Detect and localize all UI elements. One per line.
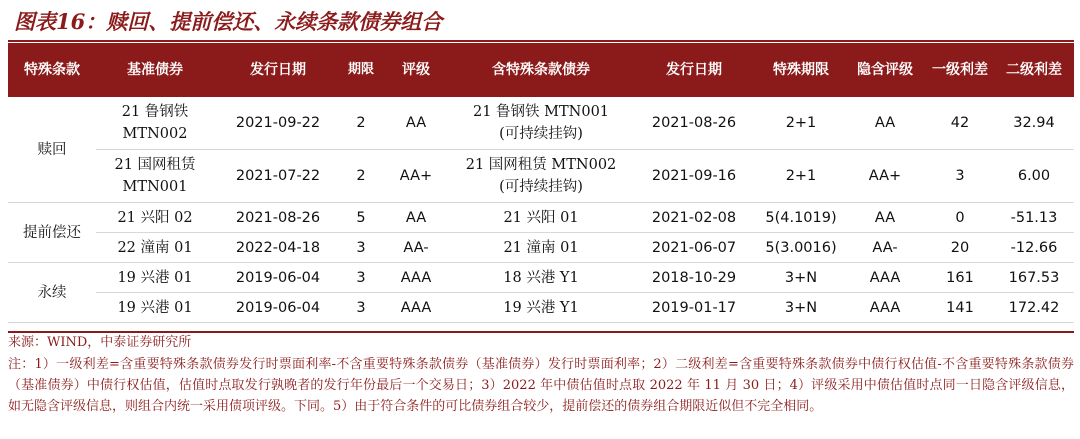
- special-term-cell: 3+N: [758, 293, 844, 323]
- issue-date-2-cell: 2021-09-16: [630, 150, 758, 203]
- secondary-spread-cell: 172.42: [994, 293, 1074, 323]
- secondary-spread-cell: 32.94: [994, 97, 1074, 150]
- base-bond-cell: 19 兴港 01: [96, 293, 214, 323]
- bond-portfolio-table: [8, 43, 1074, 323]
- group-label-prepay: 提前偿还: [8, 203, 96, 263]
- rating-cell: AA-: [380, 233, 452, 263]
- col-header-special-bond: 含特殊条款债券: [452, 43, 630, 97]
- col-header-issue-date-2: 发行日期: [630, 43, 758, 97]
- base-bond-cell: 22 潼南 01: [96, 233, 214, 263]
- secondary-spread-cell: 167.53: [994, 263, 1074, 293]
- source-note: 来源：WIND，中泰证券研究所: [8, 335, 192, 350]
- title-divider: [8, 40, 1074, 42]
- special-term-cell: 5(4.1019): [758, 203, 844, 233]
- rating-cell: AAA: [380, 293, 452, 323]
- base-bond-cell: 21 国网租赁 MTN001: [96, 150, 214, 203]
- special-term-cell: 5(3.0016): [758, 233, 844, 263]
- group-label-redeem: 赎回: [8, 97, 96, 203]
- special-term-cell: 3+N: [758, 263, 844, 293]
- col-header-implied-rating: 隐含评级: [844, 43, 926, 97]
- issue-date-2-cell: 2021-06-07: [630, 233, 758, 263]
- issue-date-cell: 2022-04-18: [214, 233, 342, 263]
- special-bond-cell: 19 兴港 Y1: [452, 293, 630, 323]
- issue-date-cell: 2019-06-04: [214, 293, 342, 323]
- table-row: [8, 150, 1074, 203]
- primary-spread-cell: 161: [926, 263, 994, 293]
- implied-rating-cell: AA+: [844, 150, 926, 203]
- special-term-cell: 2+1: [758, 150, 844, 203]
- primary-spread-cell: 3: [926, 150, 994, 203]
- issue-date-cell: 2021-07-22: [214, 150, 342, 203]
- table-row: [8, 97, 1074, 150]
- col-header-special-clause: 特殊条款: [8, 43, 96, 97]
- col-header-special-term: 特殊期限: [758, 43, 844, 97]
- implied-rating-cell: AAA: [844, 293, 926, 323]
- term-cell: 5: [342, 203, 380, 233]
- figure-title: 图表16：赎回、提前偿还、永续条款债券组合: [14, 9, 443, 34]
- table-header-row: [8, 43, 1074, 97]
- base-bond-cell: 21 鲁钢铁 MTN002: [96, 97, 214, 150]
- term-cell: 3: [342, 233, 380, 263]
- primary-spread-cell: 141: [926, 293, 994, 323]
- special-term-cell: 2+1: [758, 97, 844, 150]
- table-row: [8, 263, 1074, 293]
- special-bond-cell: 21 潼南 01: [452, 233, 630, 263]
- issue-date-cell: 2019-06-04: [214, 263, 342, 293]
- rating-cell: AA: [380, 203, 452, 233]
- special-bond-cell: 21 鲁钢铁 MTN001 (可持续挂钩): [452, 97, 630, 150]
- issue-date-2-cell: 2019-01-17: [630, 293, 758, 323]
- special-bond-cell: 18 兴港 Y1: [452, 263, 630, 293]
- secondary-spread-cell: -51.13: [994, 203, 1074, 233]
- col-header-issue-date: 发行日期: [214, 43, 342, 97]
- secondary-spread-cell: -12.66: [994, 233, 1074, 263]
- table-row: [8, 233, 1074, 263]
- special-bond-cell: 21 国网租赁 MTN002 (可持续挂钩): [452, 150, 630, 203]
- issue-date-2-cell: 2021-08-26: [630, 97, 758, 150]
- primary-spread-cell: 0: [926, 203, 994, 233]
- implied-rating-cell: AA-: [844, 233, 926, 263]
- term-cell: 2: [342, 150, 380, 203]
- implied-rating-cell: AAA: [844, 263, 926, 293]
- implied-rating-cell: AA: [844, 203, 926, 233]
- primary-spread-cell: 20: [926, 233, 994, 263]
- footnote: 注：1）一级利差=含重要特殊条款债券发行时票面利率-不含重要特殊条款债券（基准债券）发行时票面利率；2）二级利差=含重要特殊条款债券中债行权估值-不含重要特殊条款债券（基准债券）中债行权估值，估值时点取发行孰晚者的发行年份最后一个交易日；3）2022 年中债估值时点取 2022 年 11 月 30 日；4）评级采用中债估值时点同一日隐含评级信息，如无隐含评级信息，则组合内统一采用债项评级。下同。5）由于符合条件的可比债券组合较少，提前偿还的债券组合期限近似但不完全相同。: [8, 357, 1074, 414]
- col-header-secondary-spread: 二级利差: [994, 43, 1074, 97]
- special-bond-cell: 21 兴阳 01: [452, 203, 630, 233]
- col-header-primary-spread: 一级利差: [926, 43, 994, 97]
- col-header-term: 期限: [342, 43, 380, 97]
- issue-date-2-cell: 2018-10-29: [630, 263, 758, 293]
- rating-cell: AA+: [380, 150, 452, 203]
- term-cell: 2: [342, 97, 380, 150]
- base-bond-cell: 19 兴港 01: [96, 263, 214, 293]
- table-row: [8, 203, 1074, 233]
- rating-cell: AA: [380, 97, 452, 150]
- implied-rating-cell: AA: [844, 97, 926, 150]
- col-header-rating: 评级: [380, 43, 452, 97]
- base-bond-cell: 21 兴阳 02: [96, 203, 214, 233]
- term-cell: 3: [342, 263, 380, 293]
- issue-date-2-cell: 2021-02-08: [630, 203, 758, 233]
- group-label-perpetual: 永续: [8, 263, 96, 323]
- issue-date-cell: 2021-08-26: [214, 203, 342, 233]
- col-header-base-bond: 基准债券: [96, 43, 214, 97]
- table-row: [8, 293, 1074, 323]
- primary-spread-cell: 42: [926, 97, 994, 150]
- secondary-spread-cell: 6.00: [994, 150, 1074, 203]
- term-cell: 3: [342, 293, 380, 323]
- rating-cell: AAA: [380, 263, 452, 293]
- issue-date-cell: 2021-09-22: [214, 97, 342, 150]
